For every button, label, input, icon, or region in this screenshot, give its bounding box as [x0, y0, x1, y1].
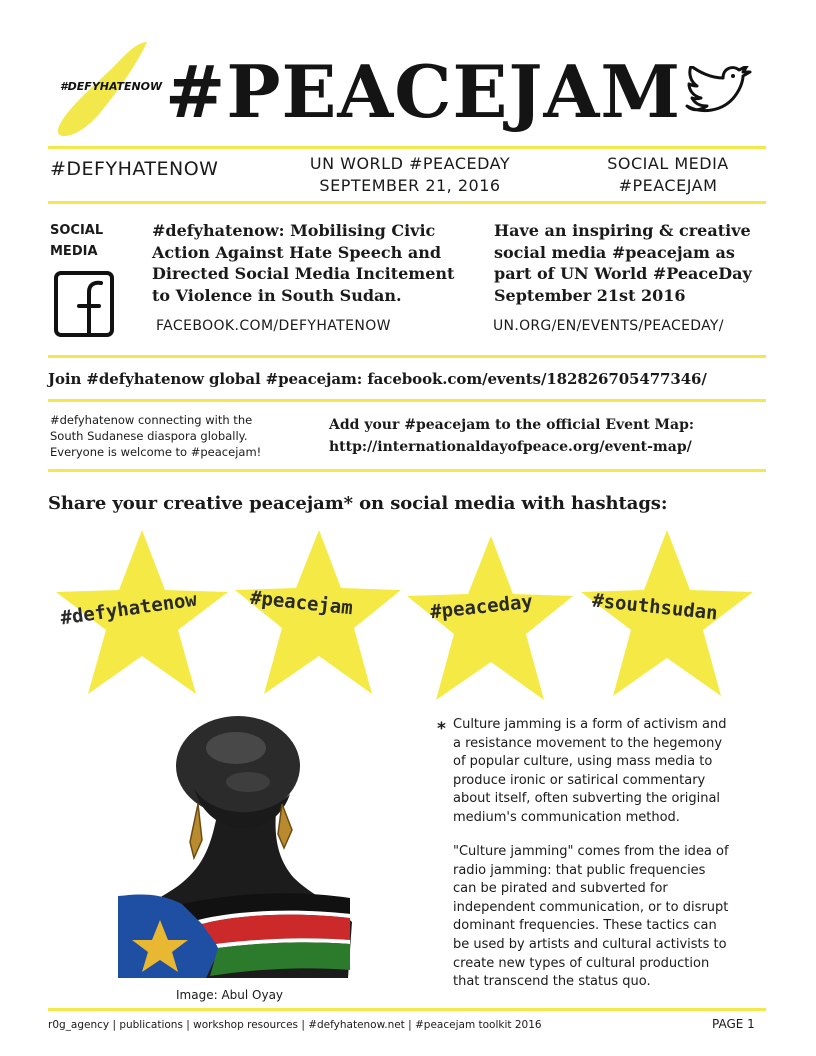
diaspora-line: #defyhatenow connecting with the	[50, 413, 253, 427]
cta-block	[494, 220, 752, 306]
paragraph-line: Culture jamming is a form of activism and	[453, 717, 727, 732]
divider	[48, 469, 766, 472]
event-map-block	[329, 414, 694, 458]
portrait-illustration	[98, 708, 368, 988]
paragraph-line: that transcend the status quo.	[453, 974, 651, 990]
header-left: #DEFYHATENOW	[50, 158, 219, 180]
header-center-line1: UN WORLD #PEACEDAY	[309, 154, 511, 173]
description-line: to Violence in South Sudan.	[152, 285, 402, 305]
page-number: PAGE 1	[712, 1017, 755, 1031]
divider	[48, 399, 766, 402]
description-line: #defyhatenow: Mobilising Civic	[152, 221, 436, 240]
paragraph-line: "Culture jamming" comes from the idea of	[453, 844, 729, 859]
paragraph-line: medium's communication method.	[453, 809, 680, 825]
image-caption: Image: Abul Oyay	[176, 988, 284, 1002]
culture-jamming-paragraph-1	[453, 716, 726, 828]
paragraph-line: be used by artists and cultural activists to	[453, 936, 727, 952]
share-heading: Share your creative peacejam* on social media with hashtags:	[48, 493, 668, 514]
paragraph-line: about itself, often subverting the original	[453, 791, 721, 807]
paragraph-line: a resistance movement to the hegemony	[453, 735, 723, 751]
divider	[48, 201, 766, 204]
hashtag-peacejam: #peacejam	[249, 586, 354, 620]
facebook-icon[interactable]	[53, 270, 115, 338]
un-peaceday-link[interactable]: UN.ORG/EN/EVENTS/PEACEDAY/	[493, 318, 724, 334]
header-right-line1: SOCIAL MEDIA	[607, 154, 729, 173]
culture-jamming-paragraph-2	[453, 843, 729, 992]
page-title: #PEACEJAM	[165, 49, 682, 134]
header-center	[290, 153, 530, 197]
paragraph-line: can be pirated and subverted for	[453, 881, 668, 897]
join-event-link[interactable]: Join #defyhatenow global #peacejam: facebook.com/events/182826705477346/	[48, 370, 707, 388]
description-block	[152, 220, 454, 306]
description-line: Directed Social Media Incitement	[152, 264, 455, 283]
cta-line: September 21st 2016	[494, 285, 686, 305]
paragraph-line: create new types of cultural production	[453, 955, 710, 971]
cta-line: part of UN World #PeaceDay	[494, 264, 752, 283]
diaspora-line: South Sudanese diaspora globally.	[50, 429, 248, 443]
header-center-line2: SEPTEMBER 21, 2016	[319, 176, 501, 195]
divider	[48, 146, 766, 149]
paragraph-line: dominant frequencies. These tactics can	[453, 918, 717, 934]
paragraph-line: radio jamming: that public frequencies	[453, 862, 706, 878]
cta-line: Have an inspiring & creative	[494, 221, 751, 240]
header-right-line2: #PEACEJAM	[618, 176, 718, 195]
diaspora-note	[50, 412, 261, 460]
paragraph-line: of popular culture, using mass media to	[453, 754, 713, 770]
divider	[48, 1008, 766, 1011]
header-right	[590, 153, 746, 197]
facebook-link[interactable]: FACEBOOK.COM/DEFYHATENOW	[156, 318, 391, 334]
social-label-line2: MEDIA	[50, 244, 98, 259]
cta-line: social media #peacejam as	[494, 242, 735, 262]
paragraph-line: independent communication, or to disrupt	[453, 899, 729, 915]
badge-hashtag: #DEFYHATENOW	[60, 80, 163, 93]
event-map-url[interactable]: http://internationaldayofpeace.org/event-map/	[329, 439, 692, 455]
asterisk-marker: *	[437, 719, 446, 739]
paragraph-line: produce ironic or satirical commentary	[453, 772, 706, 788]
hashtag-defyhatenow: #defyhatenow	[59, 588, 199, 630]
description-line: Action Against Hate Speech and	[152, 242, 442, 262]
hashtag-peaceday: #peaceday	[429, 590, 534, 624]
diaspora-line: Everyone is welcome to #peacejam!	[50, 445, 262, 459]
hashtag-southsudan: #southsudan	[591, 589, 719, 625]
event-map-line: Add your #peacejam to the official Event Map:	[329, 417, 695, 433]
twitter-bird-icon	[683, 66, 753, 118]
footer-credits: r0g_agency | publications | workshop resources | #defyhatenow.net | #peacejam toolkit 2016	[48, 1019, 542, 1031]
social-media-label	[50, 220, 103, 262]
divider	[48, 355, 766, 358]
social-label-line1: SOCIAL	[50, 223, 104, 238]
